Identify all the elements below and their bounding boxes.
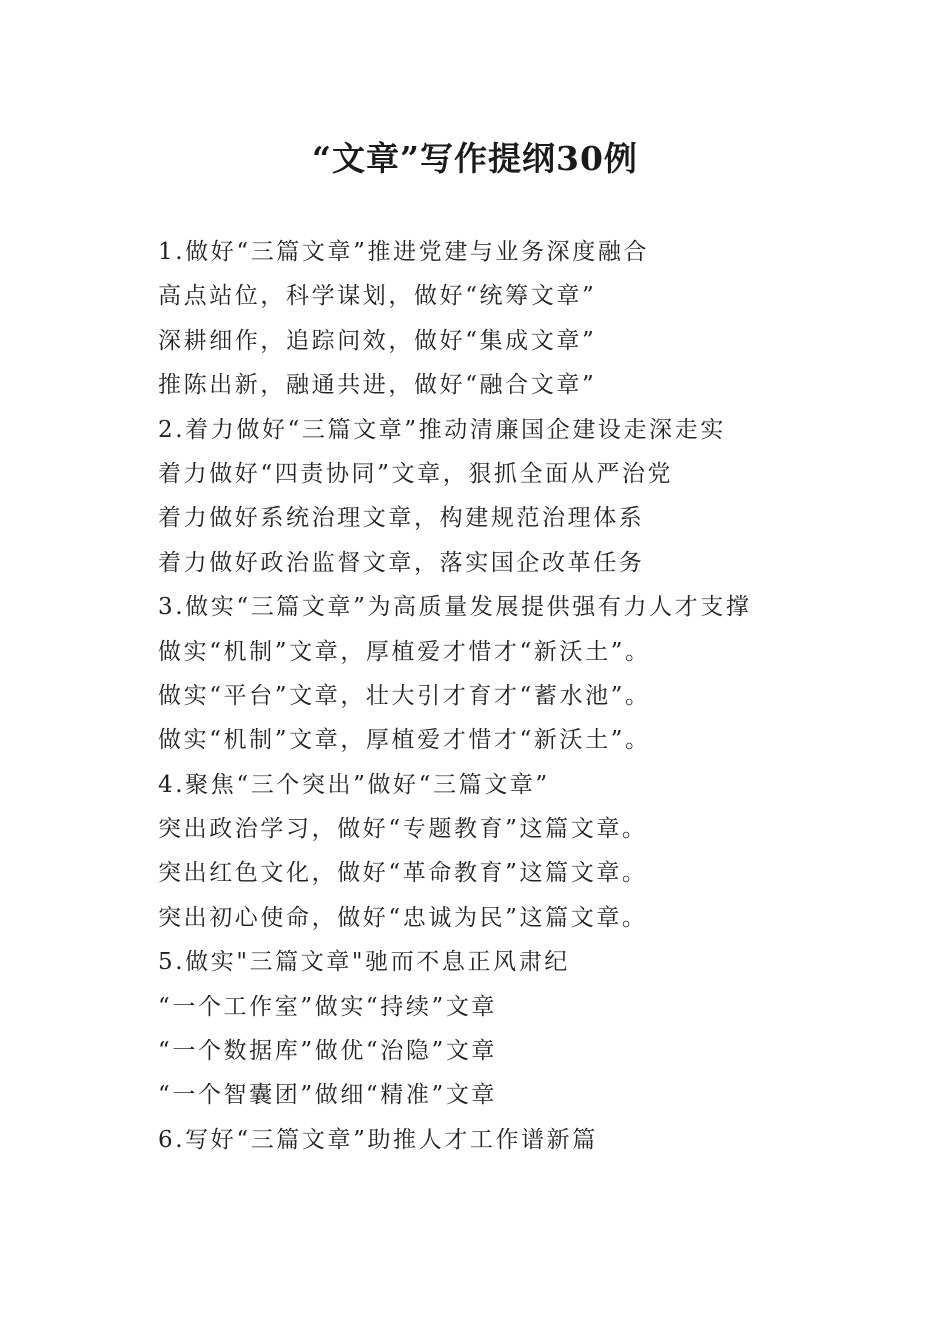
text-line: 做实“机制”文章，厚植爱才惜才“新沃土”。 [158, 727, 651, 754]
heading-line: 5.做实"三篇文章"驰而不息正风肃纪 [158, 949, 570, 976]
heading-line: 2.着力做好“三篇文章”推动清廉国企建设走深走实 [158, 416, 726, 443]
text-line: 着力做好系统治理文章，构建规范治理体系 [158, 505, 645, 532]
text-line: 突出初心使命，做好“忠诚为民”这篇文章。 [158, 904, 648, 931]
heading-line: 4.聚焦“三个突出”做好“三篇文章” [158, 771, 550, 798]
document-body [158, 230, 858, 1162]
heading-line: 3.做实“三篇文章”为高质量发展提供强有力人才支撑 [158, 594, 752, 621]
text-line: 做实“机制”文章，厚植爱才惜才“新沃土”。 [158, 638, 651, 665]
text-line: 深耕细作，追踪问效，做好“集成文章” [158, 327, 597, 354]
text-line: “一个数据库”做优“治隐”文章 [158, 1038, 498, 1065]
text-line: 突出政治学习，做好“专题教育”这篇文章。 [158, 816, 648, 843]
text-line: 着力做好“四责协同”文章，狠抓全面从严治党 [158, 460, 674, 487]
heading-line: 1.做好“三篇文章”推进党建与业务深度融合 [158, 239, 650, 265]
text-line: 做实“平台”文章，壮大引才育才“蓄水池”。 [158, 682, 651, 709]
text-line: “一个智囊团”做细“精准”文章 [158, 1082, 498, 1109]
text-line: 突出红色文化，做好“革命教育”这篇文章。 [158, 860, 648, 887]
text-line: 着力做好政治监督文章，落实国企改革任务 [158, 549, 645, 576]
text-line: “一个工作室”做实“持续”文章 [158, 993, 498, 1020]
text-line: 推陈出新，融通共进，做好“融合文章” [158, 372, 597, 399]
heading-line: 6.写好“三篇文章”助推人才工作谱新篇 [158, 1126, 598, 1153]
text-line: 高点站位，科学谋划，做好“统筹文章” [158, 283, 597, 310]
document-title: “文章”写作提纲30例 [312, 139, 638, 178]
